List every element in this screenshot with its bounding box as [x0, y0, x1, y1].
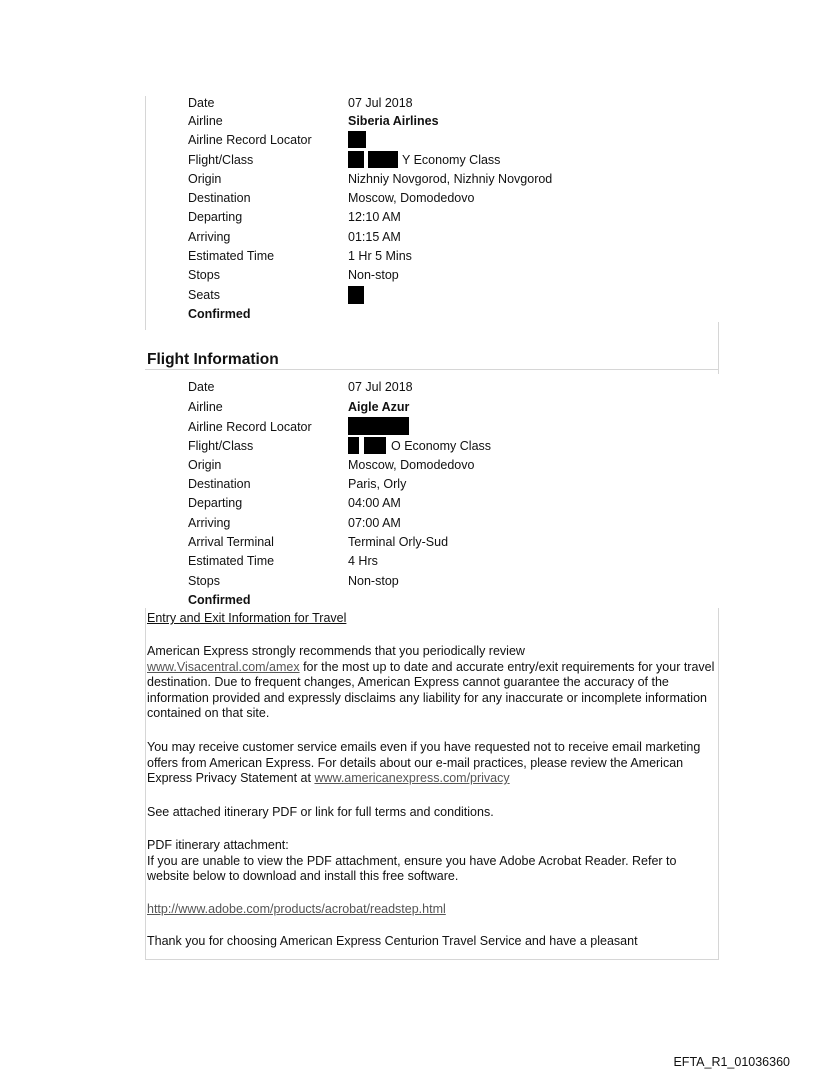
departing-label: Departing: [188, 496, 243, 510]
section-heading: Flight Information: [147, 351, 279, 368]
email-notice-paragraph: [147, 740, 719, 787]
document-id: EFTA_R1_01036360: [673, 1055, 790, 1069]
airline-label: Airline: [188, 114, 223, 128]
entry-exit-heading: Entry and Exit Information for Travel: [147, 611, 347, 625]
redaction-block: [348, 131, 366, 148]
redaction-block: [348, 437, 359, 454]
closing-text: Thank you for choosing American Express Centurion Travel Service and have a pleasant: [147, 934, 638, 948]
terms-paragraph: [147, 805, 719, 821]
origin-label: Origin: [188, 458, 222, 472]
left-border-bottom: [145, 608, 146, 960]
stops-value: Non-stop: [348, 268, 399, 282]
visacentral-paragraph: [147, 644, 719, 722]
flight-class-label: Flight/Class: [188, 153, 254, 167]
paragraph-rest: for the most up to date and accurate entry/exit requirements for your travel destination. Due to frequent changes, American Express cannot guarantee the accuracy of the information provided and expressly disclaims any liability for any inaccurate or incomplete information contained on that site.: [147, 659, 715, 721]
departing-value: 12:10 AM: [348, 210, 401, 224]
airline-value: Siberia Airlines: [348, 114, 439, 128]
origin-value: Moscow, Domodedovo: [348, 458, 475, 472]
pdf-attachment-instructions: If you are unable to view the PDF attachment, ensure you have Adobe Acrobat Reader. Refer to website below to download and install this free software.: [147, 853, 677, 884]
seats-label: Seats: [188, 288, 220, 302]
stops-value: Non-stop: [348, 574, 399, 588]
flight-class-value: Y Economy Class: [402, 153, 501, 167]
pdf-attachment-paragraph: [147, 838, 719, 885]
flight-class-label: Flight/Class: [188, 439, 254, 453]
redaction-block: [364, 437, 386, 454]
date-label: Date: [188, 380, 215, 394]
destination-label: Destination: [188, 191, 251, 205]
adobe-link-paragraph: [147, 902, 719, 918]
arriving-label: Arriving: [188, 516, 231, 530]
redaction-block: [348, 151, 364, 168]
paragraph-intro: American Express strongly recommends that you periodically review: [147, 644, 525, 658]
estimated-time-label: Estimated Time: [188, 554, 275, 568]
destination-value: Paris, Orly: [348, 477, 407, 491]
arriving-value: 01:15 AM: [348, 230, 401, 244]
record-locator-label: Airline Record Locator: [188, 133, 312, 147]
destination-label: Destination: [188, 477, 251, 491]
closing-paragraph: [147, 934, 719, 950]
terms-text: See attached itinerary PDF or link for full terms and conditions.: [147, 805, 494, 819]
stops-label: Stops: [188, 574, 220, 588]
flight-class-value: O Economy Class: [391, 439, 492, 453]
origin-value: Nizhniy Novgorod, Nizhniy Novgorod: [348, 172, 553, 186]
bottom-rule: [145, 959, 719, 960]
arrival-terminal-label: Arrival Terminal: [188, 535, 274, 549]
left-border-top: [145, 96, 146, 330]
arrival-terminal-value: Terminal Orly-Sud: [348, 535, 449, 549]
airline-label: Airline: [188, 400, 223, 414]
estimated-time-value: 1 Hr 5 Mins: [348, 249, 412, 263]
privacy-statement-link[interactable]: www.americanexpress.com/privacy: [314, 771, 510, 786]
section-underline: [145, 369, 719, 370]
pdf-attachment-heading: PDF itinerary attachment:: [147, 838, 289, 852]
estimated-time-label: Estimated Time: [188, 249, 275, 263]
date-value: 07 Jul 2018: [348, 380, 413, 394]
destination-value: Moscow, Domodedovo: [348, 191, 475, 205]
status-confirmed: Confirmed: [188, 593, 251, 607]
departing-label: Departing: [188, 210, 243, 224]
date-value: 07 Jul 2018: [348, 96, 413, 110]
date-label: Date: [188, 96, 215, 110]
arriving-value: 07:00 AM: [348, 516, 401, 530]
right-border-top: [718, 322, 719, 374]
departing-value: 04:00 AM: [348, 496, 401, 510]
origin-label: Origin: [188, 172, 222, 186]
estimated-time-value: 4 Hrs: [348, 554, 378, 568]
adobe-reader-link[interactable]: http://www.adobe.com/products/acrobat/readstep.html: [147, 902, 446, 916]
stops-label: Stops: [188, 268, 220, 282]
redaction-block: [348, 286, 364, 304]
redaction-block: [368, 151, 398, 168]
email-notice-text: You may receive customer service emails even if you have requested not to receive email marketing offers from American Express. For details about our e-mail practices, please review the American Express Privacy Statement at: [147, 740, 701, 786]
visacentral-link[interactable]: www.Visacentral.com/amex: [147, 659, 300, 674]
status-confirmed: Confirmed: [188, 307, 251, 321]
record-locator-label: Airline Record Locator: [188, 420, 312, 434]
airline-value: Aigle Azur: [348, 400, 410, 414]
redaction-block: [348, 417, 409, 435]
arriving-label: Arriving: [188, 230, 231, 244]
